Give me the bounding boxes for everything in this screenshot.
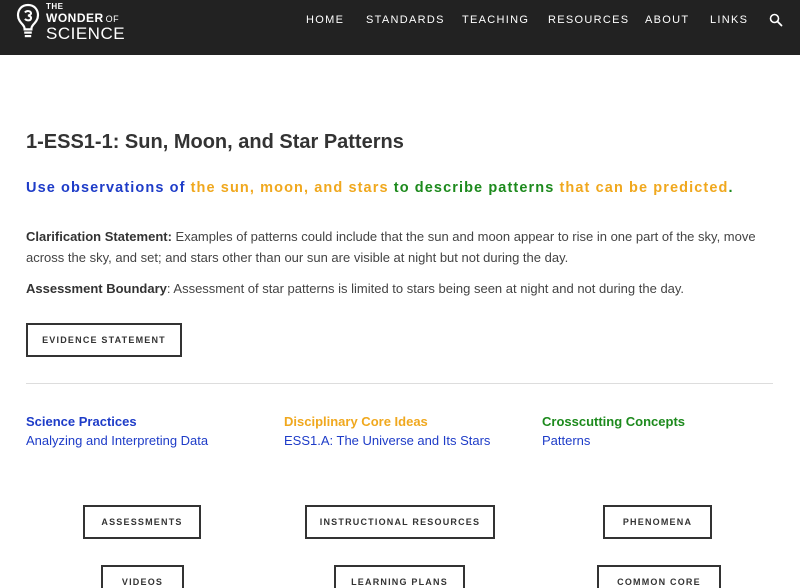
core-ideas-link[interactable]: ESS1.A: The Universe and Its Stars — [284, 433, 491, 448]
performance-expectation — [26, 180, 734, 196]
pe-practice-text: Use observations of — [26, 180, 191, 196]
nav-standards[interactable]: STANDARDS — [366, 14, 445, 26]
pe-period: . — [728, 180, 734, 196]
crosscutting-heading: Crosscutting Concepts — [542, 414, 686, 429]
clarification-text: Examples of patterns could include that the sun and moon appear to rise in one part of the sky, move across the sky, and set; and stars other than our sun are visible at night but not during the day. — [26, 229, 756, 265]
pe-core-idea-text-2: that can be predicted — [554, 180, 729, 196]
logo-wonder-word: WONDER — [46, 10, 104, 25]
nav-teaching[interactable]: TEACHING — [462, 14, 530, 26]
search-icon[interactable] — [769, 13, 783, 27]
clarification-label: Clarification Statement: — [26, 229, 172, 244]
pe-core-idea-text: the sun, moon, and stars — [190, 180, 389, 196]
videos-button[interactable]: VIDEOS — [101, 565, 184, 588]
clarification-statement — [26, 226, 776, 268]
logo-wordmark — [46, 3, 125, 42]
boundary-text: : Assessment of star patterns is limited to stars being seen at night and not during the day. — [166, 281, 685, 296]
instructional-resources-button[interactable]: INSTRUCTIONAL RESOURCES — [305, 505, 495, 539]
common-core-button[interactable]: COMMON CORE — [597, 565, 721, 588]
logo-science: SCIENCE — [46, 23, 126, 43]
learning-plans-button[interactable]: LEARNING PLANS — [334, 565, 465, 588]
boundary-label: Assessment Boundary — [26, 281, 167, 296]
crosscutting-link[interactable]: Patterns — [542, 433, 591, 448]
nav-home[interactable]: HOME — [306, 14, 345, 26]
core-ideas-heading: Disciplinary Core Ideas — [284, 414, 428, 429]
logo-wonder — [46, 12, 125, 24]
site-header — [0, 0, 800, 55]
nav-about[interactable]: ABOUT — [645, 14, 690, 26]
evidence-statement-button[interactable]: EVIDENCE STATEMENT — [26, 323, 182, 357]
nav-links[interactable]: LINKS — [710, 14, 749, 26]
assessment-boundary — [26, 278, 776, 299]
lightbulb-logo-icon — [16, 3, 40, 41]
site-logo[interactable] — [16, 3, 125, 41]
practices-link[interactable]: Analyzing and Interpreting Data — [26, 433, 209, 448]
science-practices-heading: Science Practices — [26, 414, 137, 429]
pe-crosscutting-text: to describe patterns — [388, 180, 555, 196]
page-title: 1-ESS1-1: Sun, Moon, and Star Patterns — [26, 131, 404, 153]
phenomena-button[interactable]: PHENOMENA — [603, 505, 712, 539]
nav-resources[interactable]: RESOURCES — [548, 14, 630, 26]
logo-of: OF — [105, 13, 120, 24]
logo-the: THE — [46, 1, 64, 11]
section-divider — [26, 383, 773, 384]
assessments-button[interactable]: ASSESSMENTS — [83, 505, 201, 539]
